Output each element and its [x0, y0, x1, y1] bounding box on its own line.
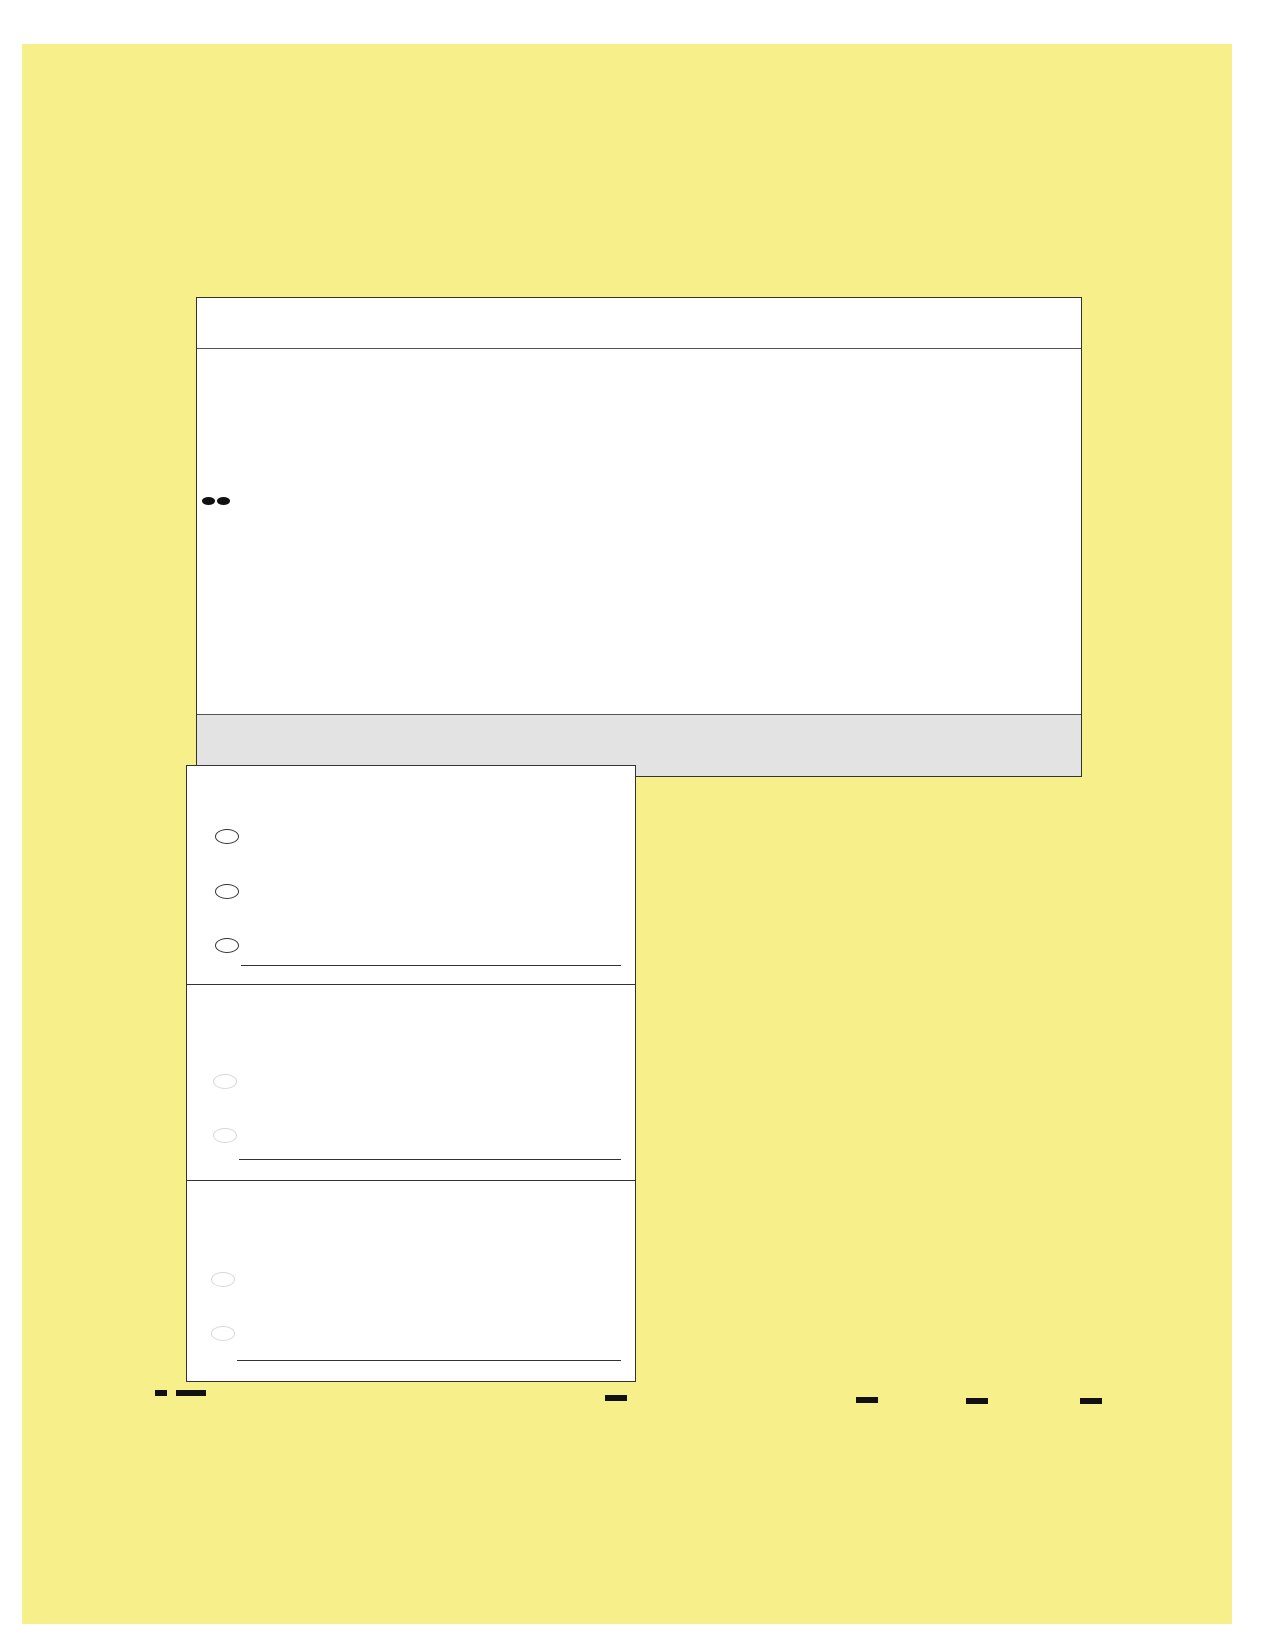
- vote-oval[interactable]: [211, 1272, 235, 1287]
- county-title: [197, 298, 1081, 349]
- race-council-post-2: [187, 984, 635, 1181]
- instruction-vote: [201, 494, 1061, 509]
- races-column: [186, 765, 636, 1382]
- filled-oval-icon: [202, 497, 215, 505]
- ballot-header-box: [196, 297, 1082, 777]
- race-mayor: [187, 766, 635, 985]
- write-in-line[interactable]: [239, 1159, 621, 1160]
- vote-oval[interactable]: [215, 829, 239, 844]
- vote-oval[interactable]: [213, 1074, 237, 1089]
- race-council-post-4: [187, 1180, 635, 1380]
- filled-oval-icon: [217, 497, 230, 505]
- vote-oval[interactable]: [215, 884, 239, 899]
- write-in-oval[interactable]: [215, 938, 239, 953]
- write-in-oval[interactable]: [213, 1128, 237, 1143]
- write-in-line[interactable]: [241, 965, 621, 966]
- write-in-oval[interactable]: [211, 1326, 235, 1341]
- write-in-line[interactable]: [237, 1360, 621, 1361]
